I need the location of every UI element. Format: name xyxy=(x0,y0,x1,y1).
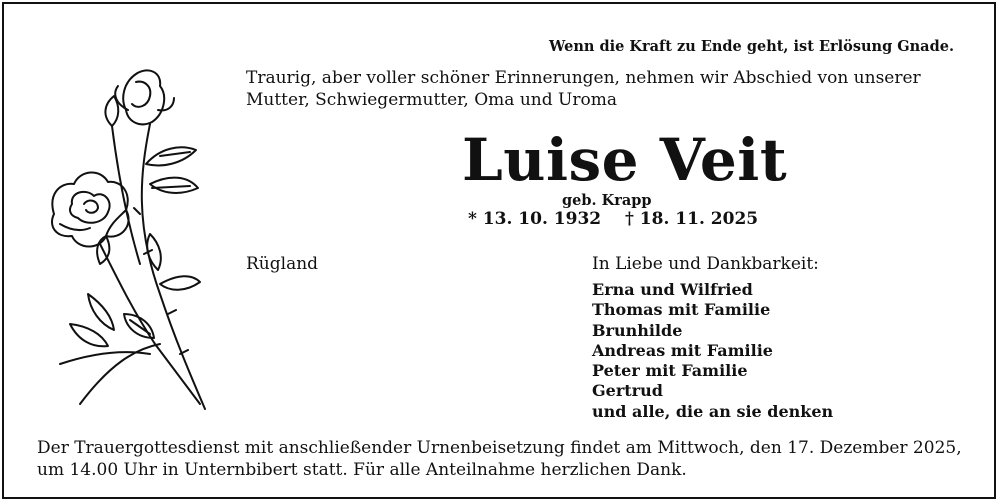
obituary-notice xyxy=(2,2,996,499)
family-member: Thomas mit Familie xyxy=(592,300,771,320)
family-member: Erna und Wilfried xyxy=(592,280,753,299)
deceased-name: Luise Veit xyxy=(462,126,788,194)
family-member: Andreas mit Familie xyxy=(592,340,773,360)
thanks-line: In Liebe und Dankbarkeit: xyxy=(592,254,819,274)
quote: Wenn die Kraft zu Ende geht, ist Erlösung Gnade. xyxy=(549,38,954,55)
rose-illustration xyxy=(40,64,220,424)
family-member: Brunhilde xyxy=(592,320,683,340)
service-info: Der Trauergottesdienst mit anschließender Urnenbeisetzung findet am Mittwoch, den 17. Dezember 2025, um 14.00 Uhr in Unternbibert statt. Für alle Anteilnahme herzlichen Dank. xyxy=(37,438,962,480)
death-date: † 18. 11. 2025 xyxy=(625,209,759,229)
family-member: Gertrud xyxy=(592,381,663,401)
born-name: geb. Krapp xyxy=(562,192,652,209)
intro-text: Traurig, aber voller schöner Erinnerungen, nehmen wir Abschied von unserer Mutter, Schwiegermutter, Oma und Uroma xyxy=(246,68,921,110)
family-list xyxy=(592,280,833,422)
family-member: und alle, die an sie denken xyxy=(592,401,834,421)
family-member: Peter mit Familie xyxy=(592,361,748,381)
place: Rügland xyxy=(246,254,319,274)
birth-date: * 13. 10. 1932 xyxy=(468,209,602,229)
